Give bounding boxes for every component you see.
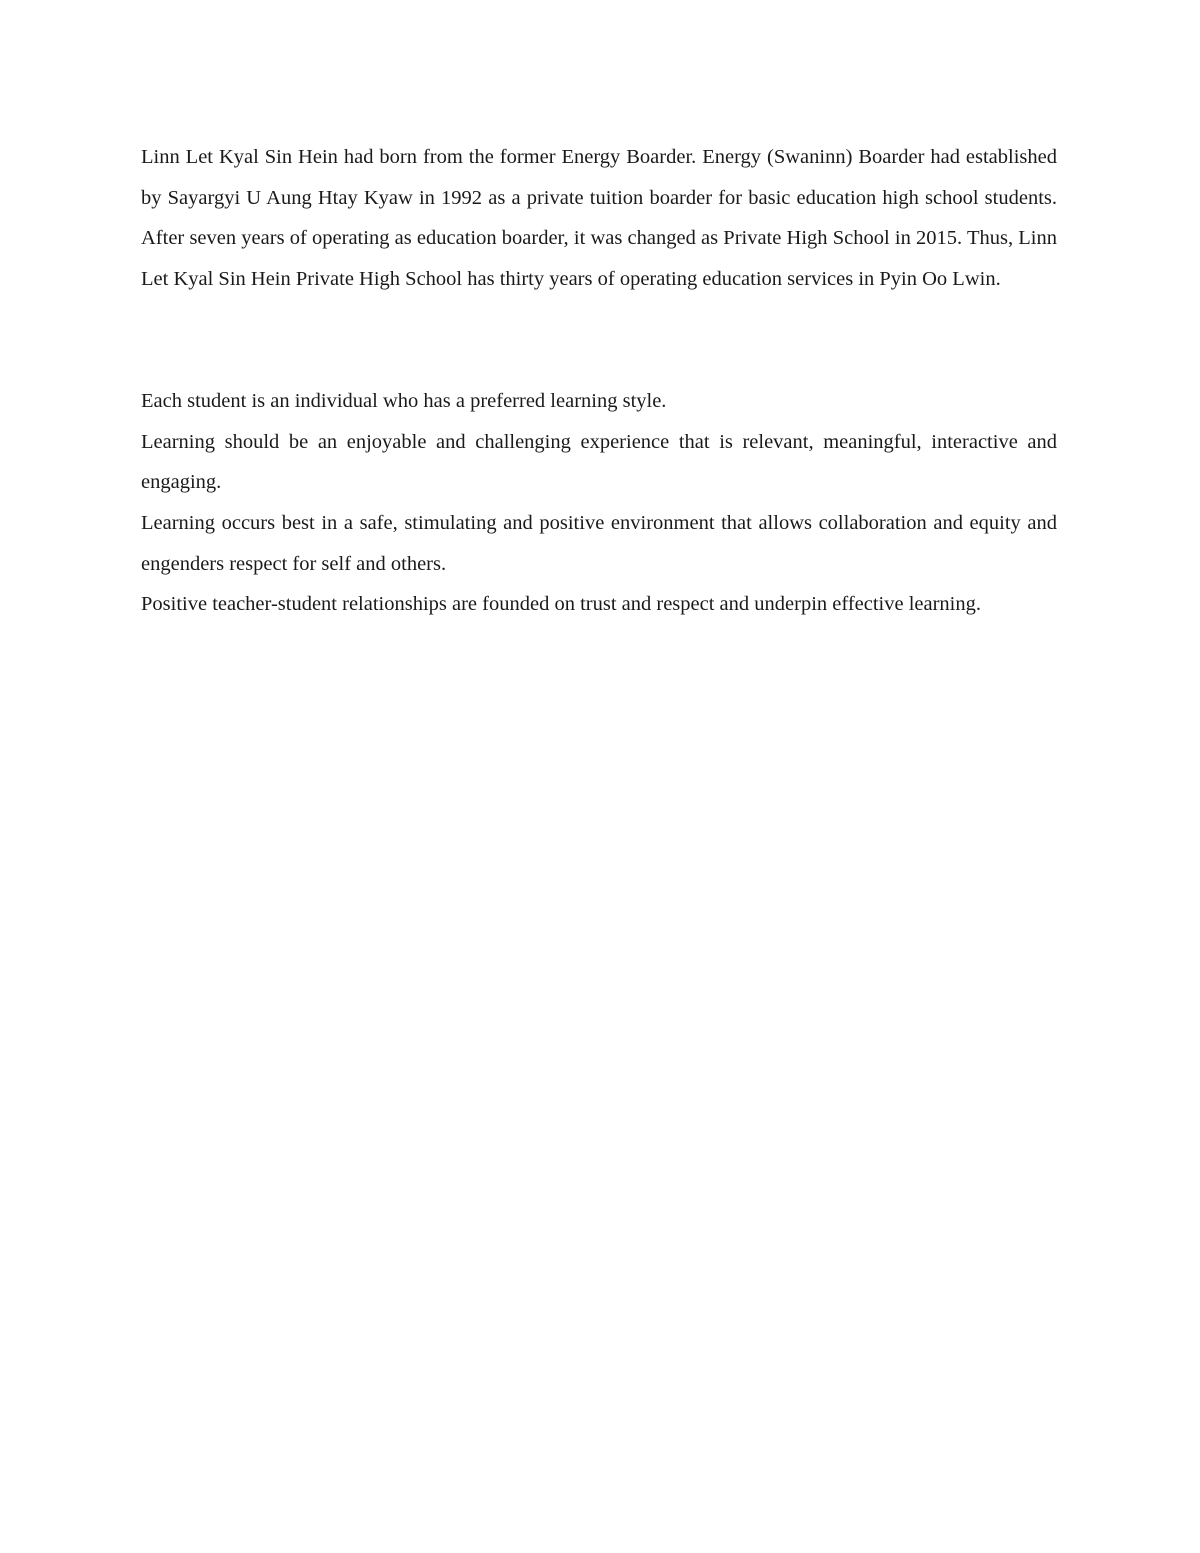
intro-paragraph: Linn Let Kyal Sin Hein had born from the former Energy Boarder. Energy (Swaninn) Boarder had established by Sayargyi U Aung Htay Kyaw in 1992 as a private tuition boarder for basic education high school students. After seven years of operating as education boarder, it was changed as Private High School in 2015. Thus, Linn Let Kyal Sin Hein Private High School has thirty years of operating education services in Pyin Oo Lwin. [141,146,1057,291]
belief-paragraph: Each student is an individual who has a preferred learning style. [141,389,667,412]
belief-paragraph: Learning occurs best in a safe, stimulating and positive environment that allows collaboration and equity and engenders respect for self and others. [141,511,1057,575]
belief-paragraph: Learning should be an enjoyable and challenging experience that is relevant, meaningful, interactive and engaging. [141,430,1057,494]
beliefs-list [141,381,1057,625]
document-body [141,137,1057,625]
belief-paragraph: Positive teacher-student relationships are founded on trust and respect and underpin effective learning. [141,593,981,616]
